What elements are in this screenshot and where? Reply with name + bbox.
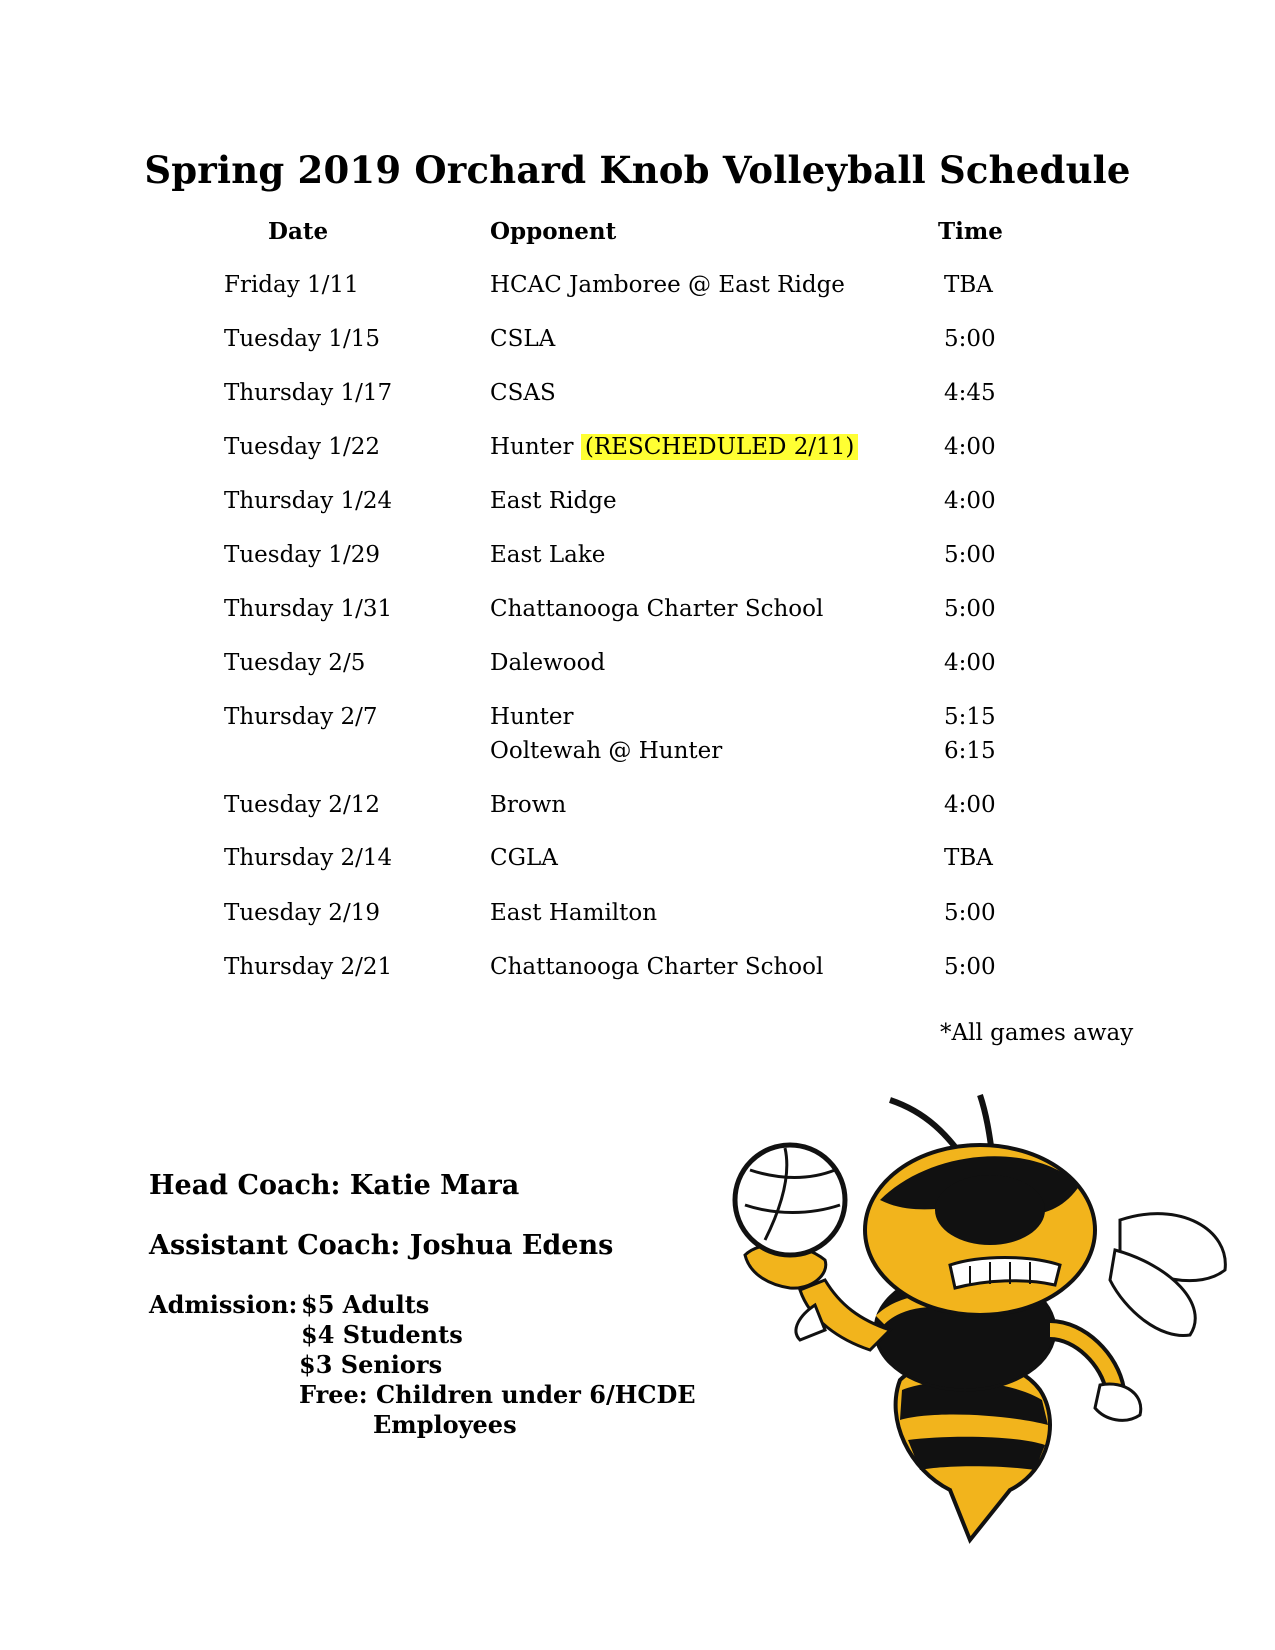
row-opponent: HCAC Jamboree @ East Ridge — [490, 272, 845, 298]
schedule-row — [0, 326, 1275, 358]
row-opponent: CSLA — [490, 326, 556, 352]
row-date: Thursday 2/7 — [224, 704, 378, 730]
row-time: 4:00 — [944, 792, 996, 818]
row-date: Tuesday 1/29 — [224, 542, 380, 568]
schedule-row — [0, 434, 1275, 466]
row-opponent: CGLA — [490, 845, 558, 871]
schedule-row — [0, 272, 1275, 304]
schedule-row — [0, 845, 1275, 877]
row-opponent: Chattanooga Charter School — [490, 596, 824, 622]
schedule-row — [0, 792, 1275, 824]
schedule-row — [0, 488, 1275, 520]
schedule-row — [0, 542, 1275, 574]
bee-mascot-with-volleyball-icon — [730, 1090, 1240, 1560]
row-date: Tuesday 1/15 — [224, 326, 380, 352]
column-header-time: Time — [938, 218, 1003, 245]
row-time: 5:00 — [944, 900, 996, 926]
row-time: TBA — [944, 845, 993, 871]
admission-adults: $5 Adults — [301, 1290, 430, 1319]
row-time: 4:00 — [944, 434, 996, 460]
row-opponent: CSAS — [490, 380, 556, 406]
row-time: 5:00 — [944, 596, 996, 622]
page-title: Spring 2019 Orchard Knob Volleyball Schedule — [144, 148, 1131, 192]
row-time: 5:15 — [944, 704, 996, 730]
row-time: 4:45 — [944, 380, 996, 406]
schedule-row — [0, 596, 1275, 628]
row-time: 5:00 — [944, 954, 996, 980]
row-date: Tuesday 2/5 — [224, 650, 366, 676]
schedule-row — [0, 900, 1275, 932]
column-header-opponent: Opponent — [490, 218, 617, 245]
row-opponent: Ooltewah @ Hunter — [490, 738, 723, 764]
row-date: Thursday 1/31 — [224, 596, 393, 622]
rescheduled-highlight: (RESCHEDULED 2/11) — [581, 434, 859, 460]
row-date: Friday 1/11 — [224, 272, 359, 298]
row-date: Thursday 1/24 — [224, 488, 393, 514]
row-opponent: Hunter — [490, 704, 574, 730]
row-opponent: Brown — [490, 792, 567, 818]
head-coach: Head Coach: Katie Mara — [149, 1170, 520, 1201]
admission-label: Admission: — [149, 1290, 298, 1319]
schedule-row — [0, 738, 1275, 770]
admission-students: $4 Students — [301, 1320, 463, 1349]
row-opponent: East Hamilton — [490, 900, 658, 926]
row-opponent: Dalewood — [490, 650, 606, 676]
row-opponent: East Ridge — [490, 488, 617, 514]
admission-seniors: $3 Seniors — [299, 1350, 443, 1379]
admission-free: Free: Children under 6/HCDE — [299, 1380, 696, 1409]
row-opponent-with-note — [490, 434, 858, 460]
row-time: 5:00 — [944, 542, 996, 568]
row-time: 5:00 — [944, 326, 996, 352]
row-time: TBA — [944, 272, 993, 298]
row-time: 4:00 — [944, 488, 996, 514]
row-opponent: Hunter — [490, 434, 574, 460]
row-opponent: East Lake — [490, 542, 606, 568]
row-date: Thursday 1/17 — [224, 380, 393, 406]
admission-free-continued: Employees — [373, 1410, 517, 1439]
schedule-row — [0, 704, 1275, 736]
footnote-all-games-away: *All games away — [940, 1020, 1134, 1046]
assistant-coach: Assistant Coach: Joshua Edens — [149, 1230, 614, 1261]
row-date: Tuesday 2/12 — [224, 792, 380, 818]
row-date: Thursday 2/14 — [224, 845, 393, 871]
row-opponent: Chattanooga Charter School — [490, 954, 824, 980]
row-date: Thursday 2/21 — [224, 954, 393, 980]
schedule-row — [0, 380, 1275, 412]
row-date: Tuesday 1/22 — [224, 434, 380, 460]
schedule-row — [0, 954, 1275, 986]
row-date: Tuesday 2/19 — [224, 900, 380, 926]
row-time: 4:00 — [944, 650, 996, 676]
row-time: 6:15 — [944, 738, 996, 764]
column-header-date: Date — [268, 218, 329, 245]
schedule-row — [0, 650, 1275, 682]
